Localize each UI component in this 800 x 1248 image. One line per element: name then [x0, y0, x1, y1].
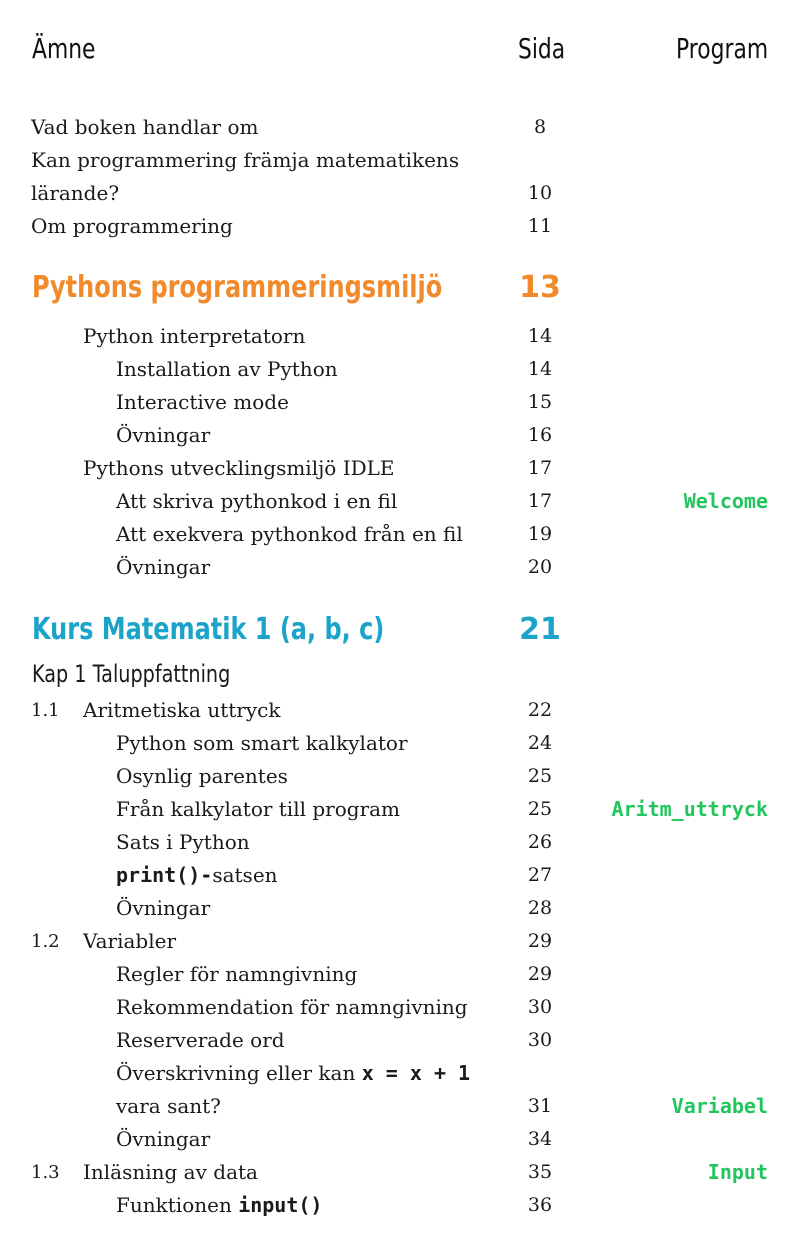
entry-title: Överskrivning eller kan [116, 1061, 362, 1085]
entry-page: 25 [527, 765, 553, 787]
entry-title-mixed [116, 1189, 322, 1222]
header-program: Program [675, 32, 768, 65]
header-topic: Ämne [32, 32, 96, 65]
entry-title: Python interpretatorn [83, 324, 306, 348]
entry-page: 30 [527, 996, 553, 1018]
entry-page: 15 [527, 391, 553, 413]
chapter-heading: Kap 1 Taluppfattning [32, 660, 231, 688]
toc-entry[interactable] [0, 958, 800, 991]
entry-page: 22 [527, 699, 553, 721]
toc-entry[interactable] [0, 320, 800, 353]
entry-title: Variabler [83, 929, 177, 953]
entry-title: Installation av Python [116, 357, 338, 381]
program-link[interactable]: Aritm_uttryck [611, 797, 768, 821]
entry-title: Rekommendation för namngivning [116, 995, 468, 1019]
entry-page: 20 [527, 556, 553, 578]
program-link[interactable]: Input [707, 1160, 768, 1184]
entry-page: 34 [527, 1128, 553, 1150]
toc-entry[interactable] [0, 144, 800, 177]
entry-title: Vad boken handlar om [31, 115, 259, 139]
entry-page: 11 [527, 215, 553, 237]
entry-page: 14 [527, 358, 553, 380]
entry-page: 8 [533, 116, 547, 138]
toc-entry[interactable] [0, 518, 800, 551]
entry-title: satsen [212, 863, 278, 887]
section-title: Kurs Matematik 1 (a, b, c) [32, 612, 385, 647]
entry-title: Om programmering [31, 214, 233, 238]
entry-title-mixed [116, 859, 278, 892]
toc-entry[interactable] [0, 485, 800, 518]
program-link[interactable]: Welcome [683, 489, 768, 513]
toc-entry[interactable] [0, 760, 800, 793]
section-heading-math1[interactable] [0, 608, 800, 652]
entry-page: 16 [527, 424, 553, 446]
entry-title: Att exekvera pythonkod från en fil [116, 522, 463, 546]
entry-page: 36 [527, 1194, 553, 1216]
entry-page: 31 [527, 1095, 553, 1117]
entry-number: 1.3 [31, 1162, 60, 1183]
toc-entry[interactable] [0, 551, 800, 584]
toc-entry[interactable] [0, 452, 800, 485]
header-page: Sida [518, 32, 566, 65]
entry-page: 27 [527, 864, 553, 886]
toc-entry[interactable] [0, 210, 800, 243]
toc-entry[interactable] [0, 111, 800, 144]
entry-title: Övningar [116, 555, 211, 579]
entry-title: Från kalkylator till program [116, 797, 401, 821]
toc-entry[interactable] [0, 1189, 800, 1222]
entry-title: Reserverade ord [116, 1028, 285, 1052]
entry-page: 10 [527, 182, 553, 204]
entry-page: 17 [527, 457, 553, 479]
entry-title: Aritmetiska uttryck [83, 698, 281, 722]
toc-entry[interactable] [0, 386, 800, 419]
program-link[interactable]: Variabel [671, 1094, 768, 1118]
entry-title: lärande? [31, 181, 120, 205]
entry-title: Interactive mode [116, 390, 289, 414]
toc-entry[interactable] [0, 727, 800, 760]
inline-code: x = x + 1 [361, 1061, 471, 1085]
toc-entry[interactable] [0, 353, 800, 386]
entry-page: 35 [527, 1161, 553, 1183]
entry-page: 19 [527, 523, 553, 545]
toc-entry[interactable] [0, 694, 800, 727]
toc-entry[interactable] [0, 1057, 800, 1090]
entry-title: Övningar [116, 423, 211, 447]
entry-title: Osynlig parentes [116, 764, 288, 788]
entry-title: Inläsning av data [83, 1160, 258, 1184]
toc-entry[interactable] [0, 419, 800, 452]
inline-code: print()- [116, 863, 213, 887]
toc-entry[interactable] [0, 826, 800, 859]
entry-title: Kan programmering främja matematikens [31, 148, 460, 172]
toc-entry[interactable] [0, 1123, 800, 1156]
entry-title: Övningar [116, 896, 211, 920]
entry-page: 26 [527, 831, 553, 853]
section-heading-python-env[interactable] [0, 266, 800, 310]
entry-title-mixed [116, 1057, 470, 1090]
toc-entry[interactable] [0, 793, 800, 826]
entry-page: 29 [527, 930, 553, 952]
entry-title: Pythons utvecklingsmiljö IDLE [83, 456, 395, 480]
entry-title: Python som smart kalkylator [116, 731, 408, 755]
entry-page: 29 [527, 963, 553, 985]
entry-page: 30 [527, 1029, 553, 1051]
entry-title: Sats i Python [116, 830, 250, 854]
entry-page: 24 [527, 732, 553, 754]
inline-code: input() [238, 1193, 323, 1217]
section-title: Pythons programmeringsmiljö [32, 270, 443, 305]
toc-entry[interactable] [0, 1156, 800, 1189]
entry-page: 28 [527, 897, 553, 919]
toc-entry[interactable] [0, 1024, 800, 1057]
entry-title: Att skriva pythonkod i en fil [116, 489, 398, 513]
toc-entry[interactable] [0, 177, 800, 210]
entry-page: 17 [527, 490, 553, 512]
entry-number: 1.1 [31, 700, 60, 721]
entry-page: 14 [527, 325, 553, 347]
toc-entry[interactable] [0, 991, 800, 1024]
toc-entry[interactable] [0, 859, 800, 892]
entry-page: 25 [527, 798, 553, 820]
entry-title: Regler för namngivning [116, 962, 358, 986]
section-page: 13 [519, 270, 561, 305]
entry-title: Övningar [116, 1127, 211, 1151]
toc-entry[interactable] [0, 925, 800, 958]
section-page: 21 [519, 612, 561, 647]
entry-number: 1.2 [31, 931, 60, 952]
entry-title: vara sant? [116, 1094, 221, 1118]
toc-entry[interactable] [0, 1090, 800, 1123]
entry-title: Funktionen [116, 1193, 239, 1217]
toc-entry[interactable] [0, 892, 800, 925]
